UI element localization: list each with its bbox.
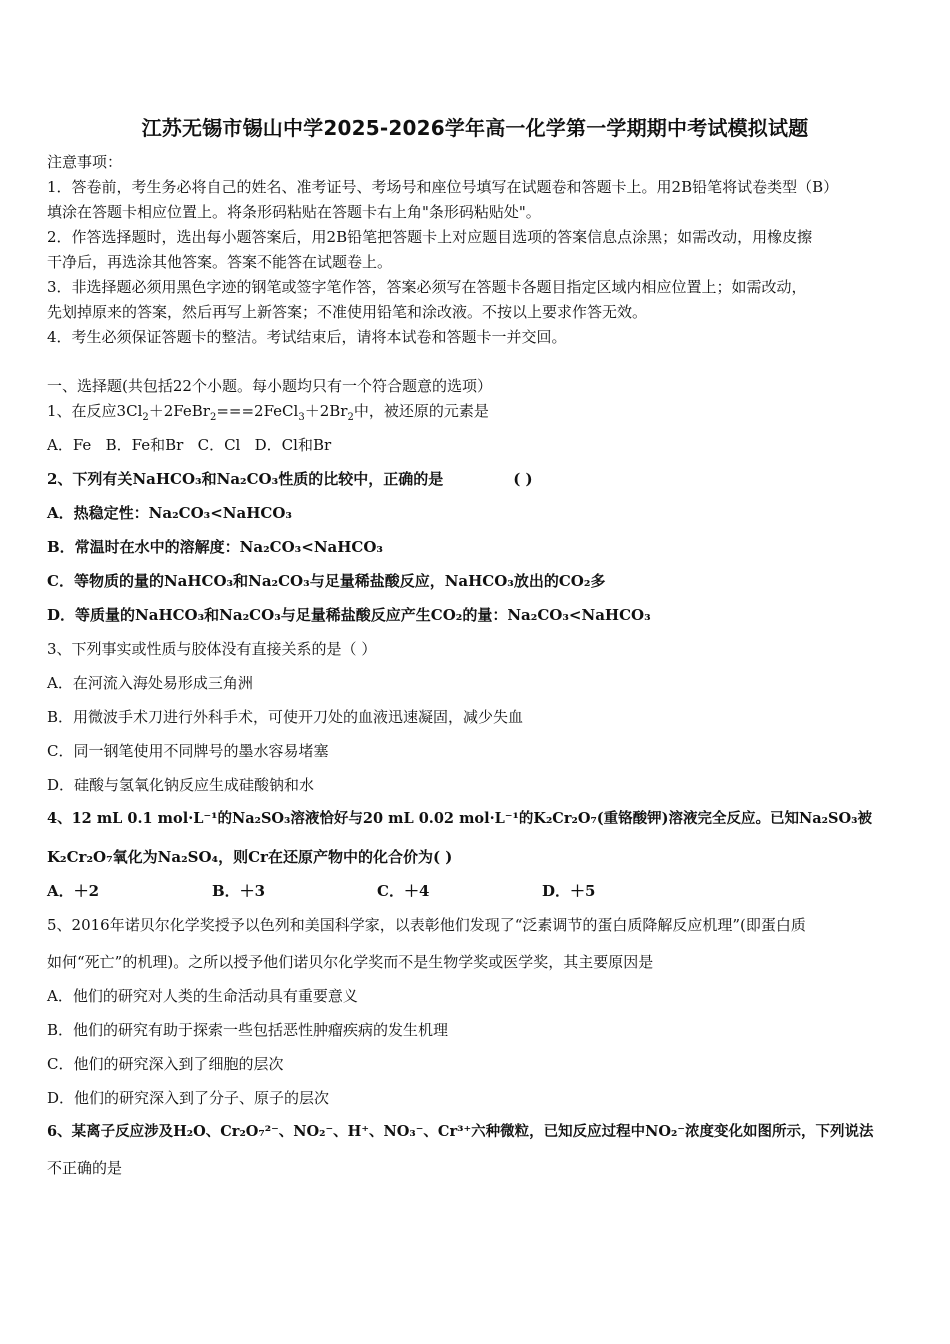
- question-4-option-d: D．＋5: [542, 882, 596, 900]
- question-5-option-b: B．他们的研究有助于探索一些包括恶性肿瘤疾病的发生机理: [47, 1021, 449, 1039]
- question-5-option-c: C．他们的研究深入到了细胞的层次: [47, 1055, 284, 1073]
- question-5-stem-line1: 5、2016年诺贝尔化学奖授予以色列和美国科学家，以表彰他们发现了“泛素调节的蛋白质降解反应机理”(即蛋白质: [47, 916, 806, 934]
- question-6-stem-line2: 不正确的是: [47, 1159, 123, 1177]
- question-2-option-d: D．等质量的NaHCO₃和Na₂CO₃与足量稀盐酸反应产生CO₂的量：Na₂CO₃<NaHCO₃: [47, 606, 651, 624]
- question-2-option-b: B．常温时在水中的溶解度：Na₂CO₃<NaHCO₃: [47, 538, 383, 556]
- question-2-option-c: C．等物质的量的NaHCO₃和Na₂CO₃与足量稀盐酸反应，NaHCO₃放出的CO₂多: [47, 572, 606, 590]
- question-4-option-b: B．＋3: [212, 882, 266, 900]
- notice-heading: 注意事项：: [47, 153, 123, 171]
- question-3-option-b: B．用微波手术刀进行外科手术，可使开刀处的血液迅速凝固，减少失血: [47, 708, 524, 726]
- question-6-stem-line1: 6、某离子反应涉及H₂O、Cr₂O₇²⁻、NO₂⁻、H⁺、NO₃⁻、Cr³⁺六种微粒，已知反应过程中NO₂⁻浓度变化如图所示，下列说法: [47, 1123, 874, 1140]
- notice-line: 2．作答选择题时，选出每小题答案后，用2B铅笔把答题卡上对应题目选项的答案信息点涂黑；如需改动，用橡皮擦: [47, 228, 813, 246]
- question-5-stem-line2: 如何“死亡”的机理)。之所以授予他们诺贝尔化学奖而不是生物学奖或医学奖，其主要原因是: [47, 953, 654, 971]
- question-3-option-c: C．同一钢笔使用不同牌号的墨水容易堵塞: [47, 742, 329, 760]
- question-4-stem-line1: 4、12 mL 0.1 mol·L⁻¹的Na₂SO₃溶液恰好与20 mL 0.02 mol·L⁻¹的K₂Cr₂O₇(重铬酸钾)溶液完全反应。已知Na₂SO₃被: [47, 810, 872, 827]
- notice-line: 3．非选择题必须用黑色字迹的钢笔或签字笔作答，答案必须写在答题卡各题目指定区域内相应位置上；如需改动，: [47, 278, 807, 296]
- notice-line: 4．考生必须保证答题卡的整洁。考试结束后，请将本试卷和答题卡一并交回。: [47, 328, 567, 346]
- question-4-stem-line2: K₂Cr₂O₇氧化为Na₂SO₄，则Cr在还原产物中的化合价为( ): [47, 848, 453, 866]
- question-2-stem: 2、下列有关NaHCO₃和Na₂CO₃性质的比较中，正确的是 ( ): [47, 470, 533, 488]
- question-4-option-a: A．＋2: [47, 882, 100, 900]
- question-3-stem: 3、下列事实或性质与胶体没有直接关系的是（ ）: [47, 640, 377, 658]
- notice-line: 1．答卷前，考生务必将自己的姓名、准考证号、考场号和座位号填写在试题卷和答题卡上。用2B铅笔将试卷类型（B）: [47, 178, 839, 196]
- question-5-option-d: D．他们的研究深入到了分子、原子的层次: [47, 1089, 330, 1107]
- question-3-option-a: A．在河流入海处易形成三角洲: [47, 674, 253, 692]
- notice-line: 填涂在答题卡相应位置上。将条形码粘贴在答题卡右上角"条形码粘贴处"。: [47, 203, 541, 221]
- question-3-option-d: D．硅酸与氢氧化钠反应生成硅酸钠和水: [47, 776, 315, 794]
- question-2-option-a: A．热稳定性：Na₂CO₃<NaHCO₃: [47, 504, 292, 522]
- notice-line: 先划掉原来的答案，然后再写上新答案；不准使用铅笔和涂改液。不按以上要求作答无效。: [47, 303, 648, 321]
- question-4-option-c: C．＋4: [377, 882, 430, 900]
- notice-line: 干净后，再选涂其他答案。答案不能答在试题卷上。: [47, 253, 393, 271]
- section-heading: 一、选择题(共包括22个小题。每小题均只有一个符合题意的选项）: [47, 377, 492, 395]
- question-1-options: A．Fe B．Fe和Br C．Cl D．Cl和Br: [47, 436, 332, 454]
- page-title: 江苏无锡市锡山中学2025-2026学年高一化学第一学期期中考试模拟试题: [141, 116, 809, 140]
- question-1-stem: 1、在反应$3Cl_2+2FeBr_2===2FeCl_3+2Br_2$中，被还原的元素是: [47, 402, 489, 423]
- question-5-option-a: A．他们的研究对人类的生命活动具有重要意义: [47, 987, 358, 1005]
- question-4-options: [47, 881, 595, 901]
